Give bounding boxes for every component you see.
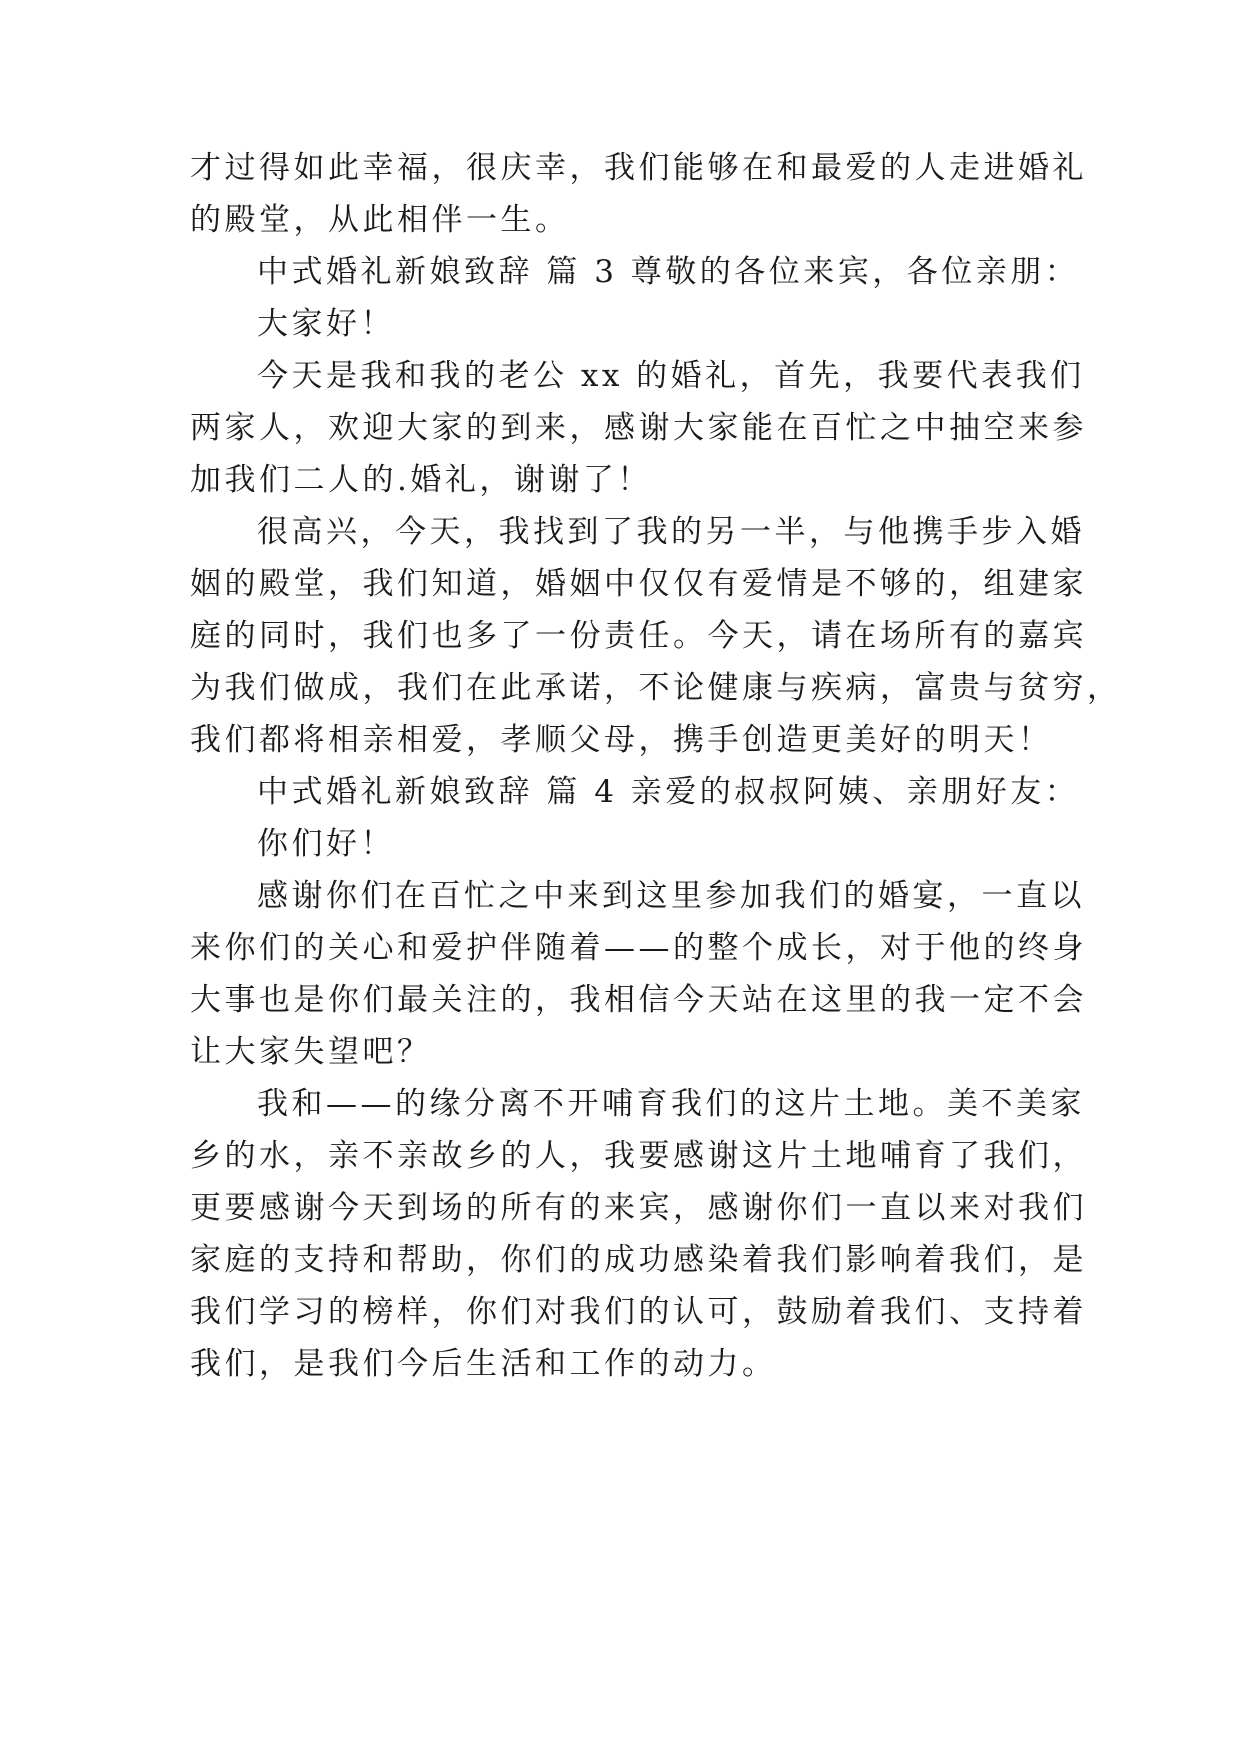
text-line: 才过得如此幸福，很庆幸，我们能够在和最爱的人走进婚礼 [190, 150, 1087, 186]
text-line: 我和——的缘分离不开哺育我们的这片土地。美不美家 [257, 1086, 1085, 1122]
text-line: 两家人，欢迎大家的到来，感谢大家能在百忙之中抽空来参 [190, 410, 1087, 446]
text-line: 我们都将相亲相爱，孝顺父母，携手创造更美好的明天！ [190, 722, 1053, 758]
greeting-line: 你们好！ [257, 826, 395, 862]
text-line: 来你们的关心和爱护伴随着——的整个成长，对于他的终身 [190, 930, 1087, 966]
text-line: 庭的同时，我们也多了一份责任。今天，请在场所有的嘉宾 [190, 618, 1087, 654]
text-line: 为我们做成，我们在此承诺，不论健康与疾病，富贵与贫穷， [190, 670, 1122, 706]
text-line: 姻的殿堂，我们知道，婚姻中仅仅有爱情是不够的，组建家 [190, 566, 1087, 602]
text-line: 我们学习的榜样，你们对我们的认可，鼓励着我们、支持着 [190, 1294, 1087, 1330]
section-heading: 中式婚礼新娘致辞 篇 3 尊敬的各位来宾，各位亲朋： [257, 254, 1080, 290]
text-line: 很高兴，今天，我找到了我的另一半，与他携手步入婚 [257, 514, 1085, 550]
text-line: 加我们二人的.婚礼，谢谢了！ [190, 462, 652, 498]
text-line: 家庭的支持和帮助，你们的成功感染着我们影响着我们，是 [190, 1242, 1087, 1278]
text-line: 让大家失望吧？ [190, 1034, 432, 1070]
text-line: 大事也是你们最关注的，我相信今天站在这里的我一定不会 [190, 982, 1087, 1018]
text-line: 的殿堂，从此相伴一生。 [190, 202, 570, 238]
section-heading: 中式婚礼新娘致辞 篇 4 亲爱的叔叔阿姨、亲朋好友： [257, 774, 1080, 810]
greeting-line: 大家好！ [257, 306, 395, 342]
text-line: 我们，是我们今后生活和工作的动力。 [190, 1346, 777, 1382]
text-line: 更要感谢今天到场的所有的来宾，感谢你们一直以来对我们 [190, 1190, 1087, 1226]
text-line: 感谢你们在百忙之中来到这里参加我们的婚宴，一直以 [257, 878, 1085, 914]
text-line: 乡的水，亲不亲故乡的人，我要感谢这片土地哺育了我们， [190, 1138, 1087, 1174]
text-line: 今天是我和我的老公 xx 的婚礼，首先，我要代表我们 [257, 358, 1085, 394]
